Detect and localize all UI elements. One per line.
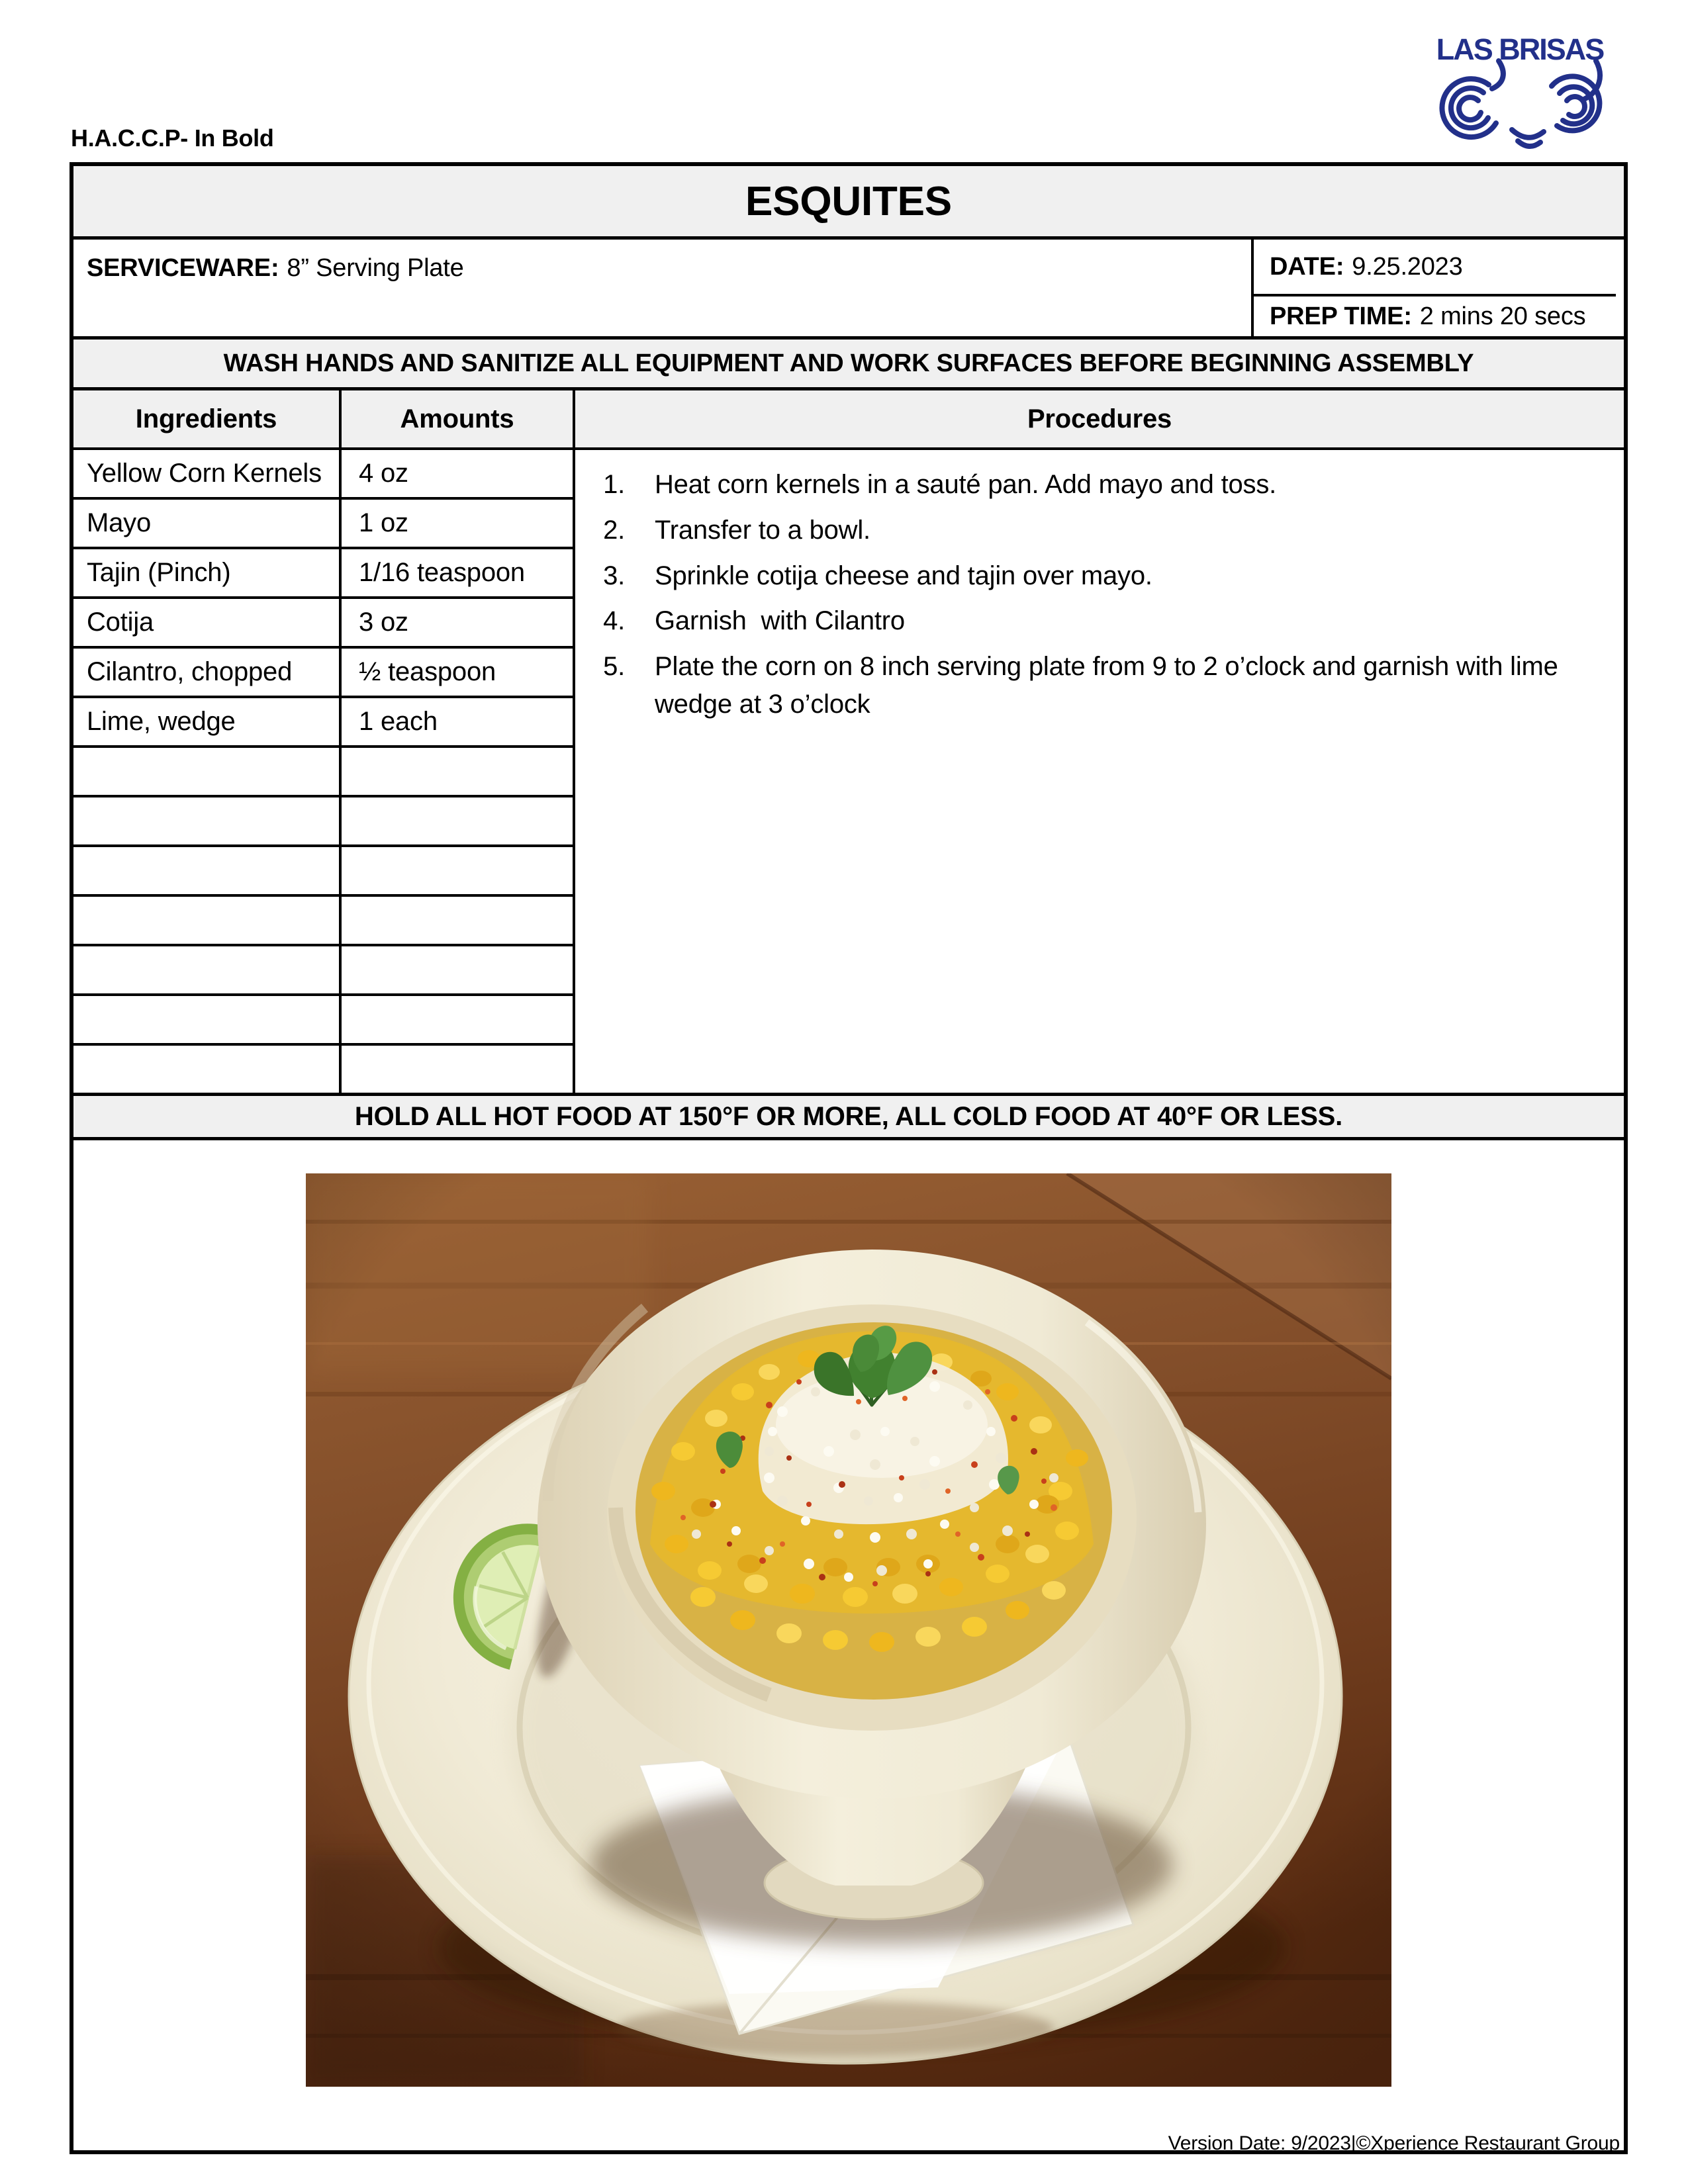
- ingredient-amount: ½ teaspoon: [342, 649, 575, 696]
- date-prep-column: [1254, 240, 1616, 336]
- ingredient-amount: 1/16 teaspoon: [342, 549, 575, 596]
- serviceware-cell: [73, 240, 1254, 336]
- recipe-table: [70, 162, 1628, 2154]
- procedures-header: Procedures: [1027, 404, 1172, 433]
- prep-time-value: 2 mins 20 secs: [1419, 302, 1586, 330]
- ingredients-grid: [73, 450, 575, 1093]
- ingredient-name: Tajin (Pinch): [73, 549, 342, 596]
- las-brisas-logo-icon: [1422, 29, 1618, 155]
- ingredient-name: Cotija: [73, 599, 342, 646]
- ingredient-row-empty: [73, 1046, 575, 1093]
- ingredient-row: [73, 549, 575, 599]
- ingredient-row-empty: [73, 946, 575, 996]
- ingredient-amount: 3 oz: [342, 599, 575, 646]
- ingredient-row: [73, 500, 575, 549]
- ingredients-procedures-body: [73, 450, 1624, 1093]
- ingredient-name: Cilantro, chopped: [73, 649, 342, 696]
- amounts-header: Amounts: [342, 390, 575, 447]
- wash-sanitize-banner: WASH HANDS AND SANITIZE ALL EQUIPMENT AND WORK SURFACES BEFORE BEGINNING ASSEMBLY: [73, 340, 1624, 390]
- haccp-note: H.A.C.C.P- In Bold: [71, 124, 274, 152]
- date-cell: [1254, 240, 1616, 296]
- ingredient-row: [73, 599, 575, 649]
- ingredient-name: Yellow Corn Kernels: [73, 450, 342, 497]
- serviceware-label: SERVICEWARE:: [87, 254, 279, 282]
- column-headers: [73, 390, 1624, 450]
- procedure-step: 5. Plate the corn on 8 inch serving plate from 9 to 2 o’clock and garnish with lime wedge at 3 o’clock: [632, 648, 1604, 723]
- ingredient-row-empty: [73, 797, 575, 847]
- ingredient-row: [73, 698, 575, 748]
- procedures-list: [581, 466, 1604, 723]
- ingredient-name: Mayo: [73, 500, 342, 547]
- ingredient-name: Lime, wedge: [73, 698, 342, 745]
- ingredient-row-empty: [73, 897, 575, 946]
- ingredient-amount: 1 each: [342, 698, 575, 745]
- ingredient-amount: 1 oz: [342, 500, 575, 547]
- photo-vignette: [306, 1173, 1391, 2087]
- meta-row: [73, 240, 1624, 340]
- procedure-step: 2. Transfer to a bowl.: [632, 512, 1604, 549]
- logo-wordmark: LAS BRISAS: [1436, 32, 1604, 66]
- date-value: 9.25.2023: [1352, 252, 1463, 281]
- hold-temperature-banner: HOLD ALL HOT FOOD AT 150°F OR MORE, ALL COLD FOOD AT 40°F OR LESS.: [73, 1093, 1624, 1140]
- serviceware-value: 8” Serving Plate: [287, 254, 464, 282]
- dish-photo: [306, 1173, 1391, 2087]
- date-label: DATE:: [1270, 252, 1344, 281]
- logo-waves-icon: [1442, 61, 1600, 146]
- ingredient-amount: 4 oz: [342, 450, 575, 497]
- recipe-title: ESQUITES: [73, 166, 1624, 240]
- prep-time-cell: [1254, 296, 1616, 336]
- ingredient-row: [73, 649, 575, 698]
- procedure-step: 3. Sprinkle cotija cheese and tajin over mayo.: [632, 557, 1604, 595]
- photo-cell: [73, 1173, 1624, 2150]
- prep-time-label: PREP TIME:: [1270, 302, 1412, 330]
- ingredients-header: Ingredients: [73, 390, 342, 447]
- procedures-cell: [575, 450, 1624, 1093]
- ingredient-row-empty: [73, 847, 575, 897]
- procedure-step: 1. Heat corn kernels in a sauté pan. Add mayo and toss.: [632, 466, 1604, 504]
- ingredient-row: [73, 450, 575, 500]
- ingredient-row-empty: [73, 996, 575, 1046]
- ingredient-row-empty: [73, 748, 575, 797]
- procedure-step: 4. Garnish with Cilantro: [632, 602, 1604, 640]
- version-footer: Version Date: 9/2023|©Xperience Restaurant Group: [1168, 2132, 1620, 2154]
